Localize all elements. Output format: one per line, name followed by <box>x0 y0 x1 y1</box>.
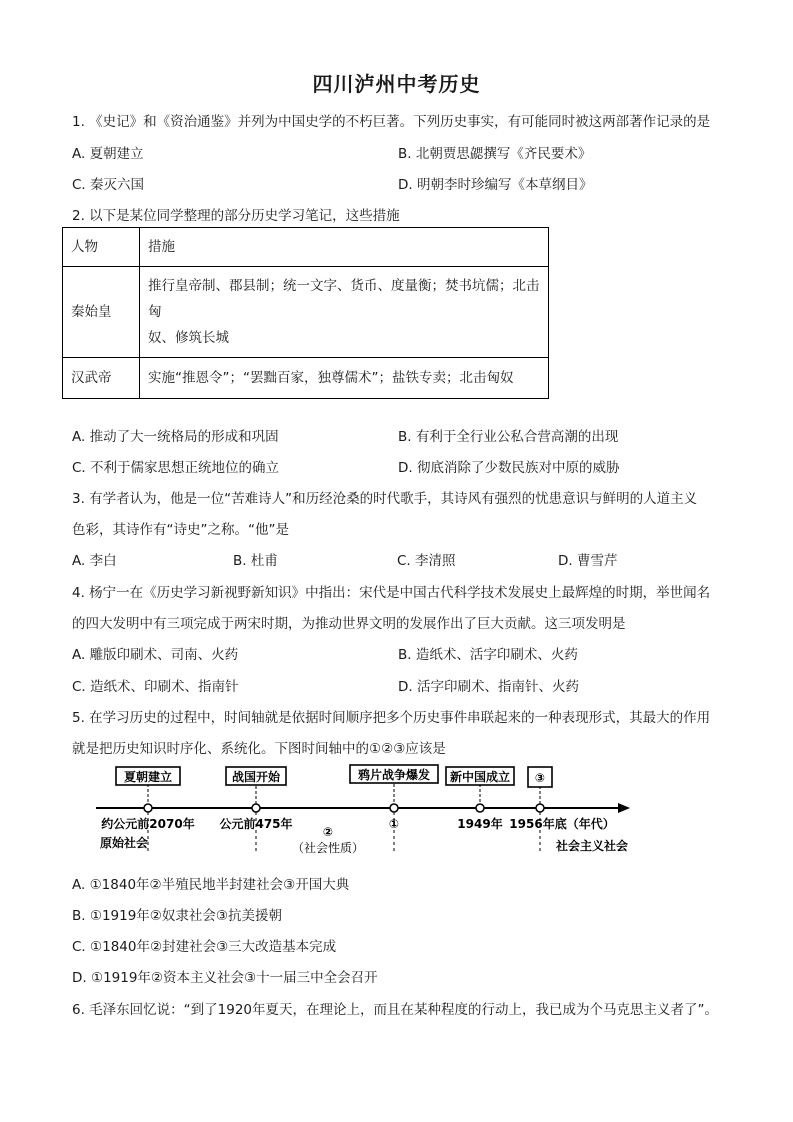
timeline-node <box>390 804 398 812</box>
timeline-svg <box>92 762 632 854</box>
q1-option-a: A. 夏朝建立 <box>72 146 144 162</box>
timeline-date: 1949年 <box>457 817 503 831</box>
q1-option-b: B. 北朝贾思勰撰写《齐民要术》 <box>398 146 592 162</box>
timeline-date: 1956年底（年代） <box>509 817 615 831</box>
timeline-event-label: 新中国成立 <box>449 770 511 784</box>
timeline-left-label: 原始社会 <box>100 836 149 850</box>
table-header-cell: 措施 <box>140 228 549 267</box>
timeline-node <box>476 804 484 812</box>
timeline-mid-label: （社会性质） <box>291 841 365 854</box>
table-cell-measures: 实施“推恩令”；“罢黜百家，独尊儒术”；盐铁专卖；北击匈奴 <box>140 358 549 399</box>
table-cell-line: 推行皇帝制、郡县制；统一文字、货币、度量衡；焚书坑儒；北击匈 <box>148 278 540 320</box>
q3-option-b: B. 杜甫 <box>233 553 278 569</box>
q4-option-c: C. 造纸术、印刷术、指南针 <box>72 679 239 695</box>
q2-option-d: D. 彻底消除了少数民族对中原的威胁 <box>398 460 620 476</box>
q4-stem-line2: 的四大发明中有三项完成于两宋时期，为推动世界文明的发展作出了巨大贡献。这三项发明是 <box>72 616 626 632</box>
timeline-node <box>536 804 544 812</box>
q1-stem: 1. 《史记》和《资治通鉴》并列为中国史学的不朽巨著。下列历史事实，有可能同时被这两部著作记录的是 <box>72 114 711 130</box>
timeline-right-label: 社会主义社会 <box>555 839 629 853</box>
timeline-event-label: ③ <box>534 771 546 785</box>
q5-option-a: A. ①1840年②半殖民地半封建社会③开国大典 <box>72 877 350 893</box>
table-cell-person: 汉武帝 <box>63 358 140 399</box>
timeline-node <box>144 804 152 812</box>
q4-option-a: A. 雕版印刷术、司南、火药 <box>72 647 239 663</box>
table-header-row <box>63 228 549 267</box>
q5-timeline-figure <box>92 762 632 854</box>
q2-notes-table <box>62 227 549 399</box>
q6-stem: 6. 毛泽东回忆说：“到了1920年夏天，在理论上，而且在某种程度的行动上，我已成为个马克思主义者了”。 <box>72 1002 719 1018</box>
q3-stem-line2: 色彩，其诗作有“诗史”之称。“他”是 <box>72 522 289 538</box>
q2-stem: 2. 以下是某位同学整理的部分历史学习笔记，这些措施 <box>72 208 400 224</box>
q3-option-c: C. 李清照 <box>397 553 456 569</box>
q5-option-c: C. ①1840年②封建社会③三大改造基本完成 <box>72 939 337 955</box>
table-row <box>63 358 549 399</box>
table-cell-line: 奴、修筑长城 <box>148 330 229 346</box>
q1-option-c: C. 秦灭六国 <box>72 177 145 193</box>
q4-option-d: D. 活字印刷术、指南针、火药 <box>398 679 579 695</box>
table-cell-measures <box>140 267 549 358</box>
q1-option-d: D. 明朝李时珍编写《本草纲目》 <box>398 177 593 193</box>
q5-stem-line1: 5. 在学习历史的过程中，时间轴就是依据时间顺序把多个历史事件串联起来的一种表现形式，其最大的作用 <box>72 710 711 726</box>
timeline-date: 公元前475年 <box>219 817 293 831</box>
timeline-date: ① <box>388 817 400 831</box>
timeline-node <box>252 804 260 812</box>
q5-stem-line2: 就是把历史知识时序化、系统化。下图时间轴中的①②③应该是 <box>72 741 446 757</box>
page-title: 四川泸州中考历史 <box>312 72 481 96</box>
timeline-event-label: 鸦片战争爆发 <box>357 768 431 782</box>
q3-option-d: D. 曹雪芹 <box>558 553 618 569</box>
q2-option-a: A. 推动了大一统格局的形成和巩固 <box>72 429 279 445</box>
timeline-event-label: 夏朝建立 <box>123 770 173 784</box>
q5-option-d: D. ①1919年②资本主义社会③十一届三中全会召开 <box>72 970 378 986</box>
table-header-cell: 人物 <box>63 228 140 267</box>
q3-stem-line1: 3. 有学者认为，他是一位“苦难诗人”和历经沧桑的时代歌手，其诗风有强烈的忧患意识与鲜明的人道主义 <box>72 491 698 507</box>
table-row <box>63 267 549 358</box>
timeline-mid-number: ② <box>322 825 334 839</box>
q2-option-b: B. 有利于全行业公私合营高潮的出现 <box>398 429 619 445</box>
timeline-event-label: 战国开始 <box>231 770 281 784</box>
timeline-date: 约公元前2070年 <box>101 817 195 831</box>
timeline-arrow-icon <box>618 803 630 813</box>
q5-option-b: B. ①1919年②奴隶社会③抗美援朝 <box>72 908 283 924</box>
table-cell-person: 秦始皇 <box>63 267 140 358</box>
q4-option-b: B. 造纸术、活字印刷术、火药 <box>398 647 578 663</box>
q4-stem-line1: 4. 杨宁一在《历史学习新视野新知识》中指出：宋代是中国古代科学技术发展史上最辉煌的时期，举世闻名 <box>72 585 711 601</box>
q2-option-c: C. 不利于儒家思想正统地位的确立 <box>72 460 280 476</box>
q3-option-a: A. 李白 <box>72 553 117 569</box>
